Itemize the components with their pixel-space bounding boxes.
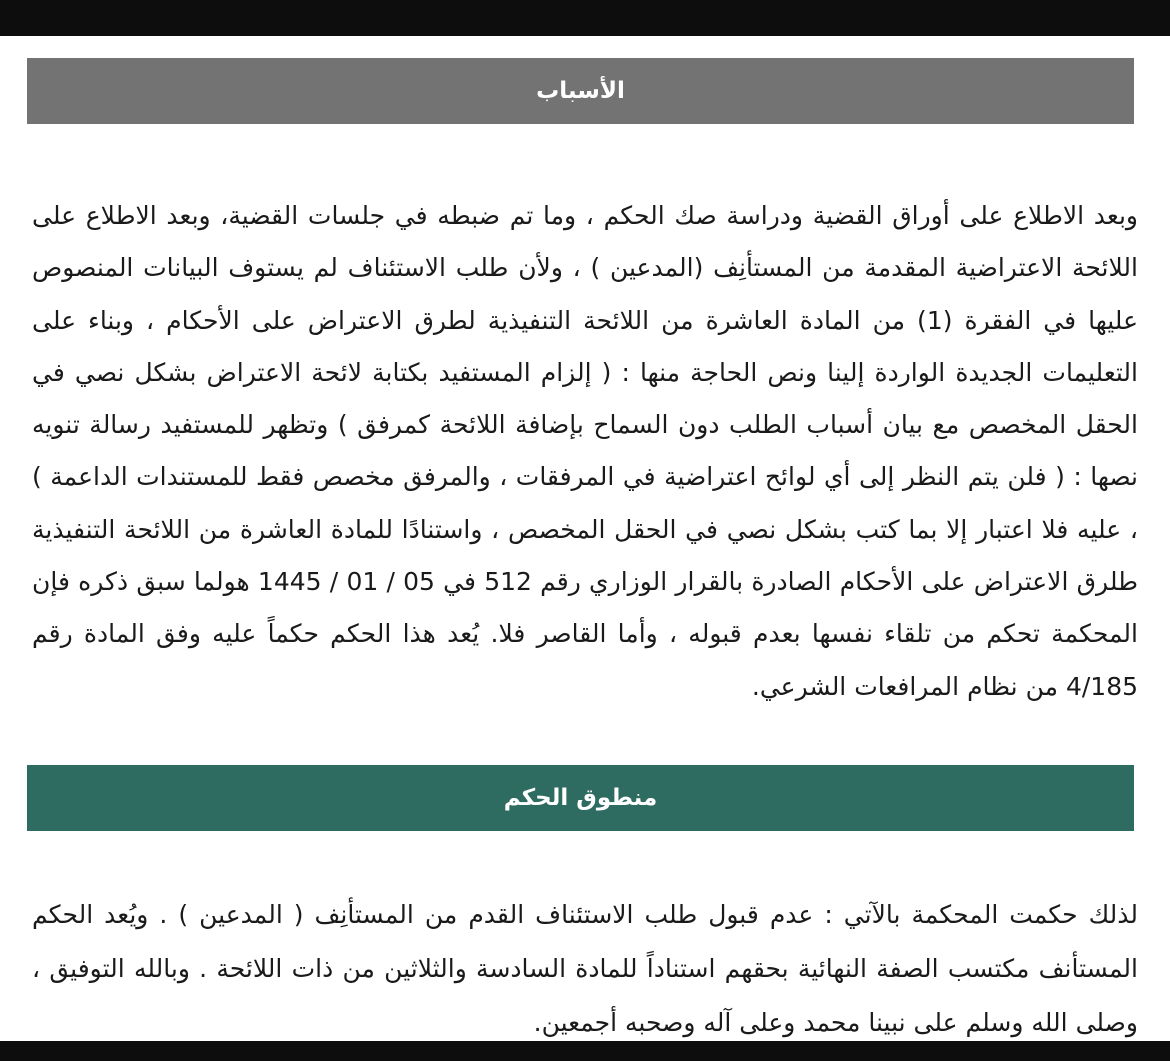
reasons-paragraph: وبعد الاطلاع على أوراق القضية ودراسة صك الحكم ، وما تم ضبطه في جلسات القضية، وبعد الاطلاع على اللائحة الاعتراضية المقدمة من المستأنِف (المدعين ) ، ولأن طلب الاستئناف لم يستوف البيانات المنصوص عليها في الفقرة (1) من المادة العاشرة من اللائحة التنفيذية لطرق الاعتراض على الأحكام ، وبناء على التعليمات الجديدة الواردة إلينا ونص الحاجة منها : ( إلزام المستفيد بكتابة لائحة الاعتراض بشكل نصي في الحقل المخصص مع بيان أسباب الطلب دون السماح بإضافة اللائحة كمرفق ) وتظهر للمستفيد رسالة تنويه نصها : ( فلن يتم النظر إلى أي لوائح اعتراضية في المرفقات ، والمرفق مخصص فقط للمستندات الداعمة ) ، عليه فلا اعتبار إلا بما كتب بشكل نصي في الحقل المخصص ، واستنادًا للمادة العاشرة من اللائحة التنفيذية طلرق الاعتراض على الأحكام الصادرة بالقرار الوزاري رقم 512 في 05 / 01 / 1445 هولما سبق ذكره فإن المحكمة تحكم من تلقاء نفسها بعدم قبوله ، وأما القاصر فلا. يُعد هذا الحكم حكماً عليه وفق المادة رقم 4/185 من نظام المرافعات الشرعي.: [32, 201, 1138, 701]
verdict-section-title: منطوق الحكم: [503, 785, 658, 811]
bottom-black-bar: [0, 1041, 1170, 1061]
reasons-section-title: الأسباب: [536, 78, 625, 104]
verdict-paragraph: لذلك حكمت المحكمة بالآتي : عدم قبول طلب الاستئناف القدم من المستأنِف ( المدعين ) . ويُعد الحكم المستأنف مكتسب الصفة النهائية بحقهم استناداً للمادة السادسة والثلاثين من ذات اللائحة . وبالله التوفيق ، وصلى الله وسلم على نبينا محمد وعلى آله وصحبه أجمعين.: [32, 900, 1138, 1037]
top-black-bar: [0, 0, 1170, 36]
verdict-section-header: [27, 765, 1134, 831]
reasons-section-header: [27, 58, 1134, 124]
